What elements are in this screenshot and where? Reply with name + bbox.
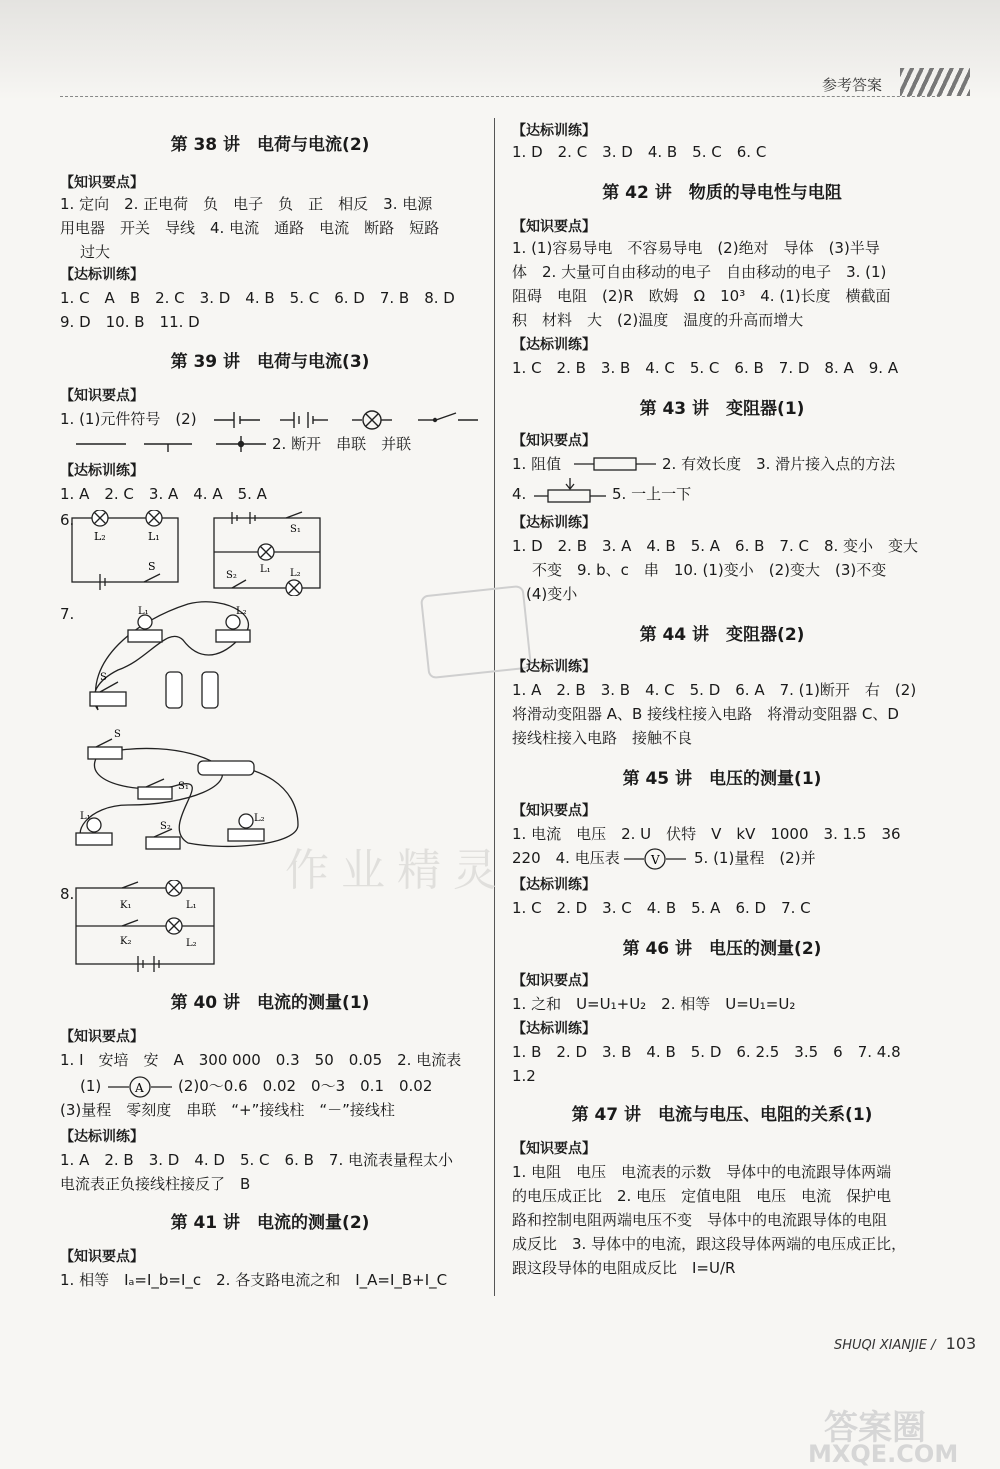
l39-knowledge-line-1: 1. (1)元件符号 (2) [60, 410, 197, 428]
q7-wiring-figure-2 [68, 725, 308, 855]
l43-knowledge-line-1a: 1. 阻值 [512, 455, 562, 473]
q6-circuit-2 [212, 510, 324, 596]
l42-practice-line-1: 1. C 2. B 3. B 4. C 5. C 6. B 7. D 8. A 9. A [512, 359, 899, 377]
l40-knowledge-line-2b: (2)0～0.6 0.02 0～3 0.1 0.02 [178, 1077, 433, 1095]
voltmeter-symbol [624, 848, 686, 870]
header-stripes [900, 68, 970, 96]
l46-practice-line-1: 1. B 2. D 3. B 4. B 5. D 6. 2.5 3.5 6 7. 4.8 [512, 1043, 901, 1061]
l43-knowledge-line-2b: 5. 一上一下 [612, 485, 692, 503]
l40-practice-line-2: 电流表正负接线柱接反了 B [60, 1175, 251, 1193]
q6-label-l2b: L₂ [290, 568, 301, 579]
q6-label-s: S [148, 560, 156, 573]
l43-knowledge-line-1b: 2. 有效长度 3. 滑片接入点的方法 [662, 455, 896, 473]
l47-knowledge-line-2: 的电压成正比 2. 电压 定值电阻 电压 电流 保护电 [512, 1187, 892, 1205]
lecture-47-title: 第 47 讲 电流与电压、电阻的关系(1) [571, 1105, 873, 1125]
watermark-logo: 答案圈 [824, 1408, 926, 1448]
l47-knowledge-line-1: 1. 电阻 电压 电流表的示数 导体中的电流跟导体两端 [512, 1163, 892, 1181]
lecture-46-title: 第 46 讲 电压的测量(2) [622, 939, 822, 959]
lecture-43-title: 第 43 讲 变阻器(1) [639, 399, 805, 419]
lecture-40-title: 第 40 讲 电流的测量(1) [170, 993, 370, 1013]
header-title: 参考答案 [822, 76, 883, 94]
l40-knowledge-line-3: (3)量程 零刻度 串联 “+”接线柱 “－”接线柱 [60, 1101, 395, 1119]
voltmeter-letter: V [651, 853, 660, 867]
column-divider [494, 118, 495, 1296]
ammeter-symbol [108, 1076, 172, 1098]
resistor-symbol [574, 455, 656, 473]
q7-label-l2: L₂ [236, 606, 247, 617]
l41-practice-line-1: 1. D 2. C 3. D 4. B 5. C 6. C [512, 143, 767, 161]
l45-knowledge-line-2b: 5. (1)量程 (2)并 [694, 849, 816, 867]
q7b-label-l2: L₂ [254, 813, 265, 824]
l40-practice-tag: 【达标训练】 [60, 1129, 144, 1145]
l42-knowledge-line-2: 体 2. 大量可自由移动的电子 自由移动的电子 3. (1) [512, 263, 887, 281]
l38-knowledge-line-2: 用电器 开关 导线 4. 电流 通路 电流 断路 短路 [60, 219, 440, 237]
l46-practice-line-2: 1.2 [512, 1067, 536, 1085]
q6-circuit-1 [70, 510, 182, 590]
lecture-38-title: 第 38 讲 电荷与电流(2) [170, 135, 370, 155]
circuit-symbols-row-1 [212, 408, 482, 432]
l43-knowledge-line-2a: 4. [512, 485, 527, 503]
page-number: 103 [945, 1334, 977, 1353]
q6-label-l1: L₁ [148, 530, 160, 543]
q6-label-s2: S₂ [226, 570, 237, 581]
q8-label-k2: K₂ [120, 936, 132, 947]
q8-circuit [74, 880, 224, 972]
l40-knowledge-line-2a: (1) [80, 1077, 102, 1095]
l39-practice-tag: 【达标训练】 [60, 463, 144, 479]
q6-label-l2: L₂ [94, 530, 106, 543]
l47-knowledge-line-5: 跟这段导体的电阻成反比 I=U/R [512, 1259, 736, 1277]
lecture-44-title: 第 44 讲 变阻器(2) [639, 625, 805, 645]
l45-knowledge-line-2a: 220 4. 电压表 [512, 849, 620, 867]
q7-label-l1: L₁ [138, 606, 149, 617]
watermark-site: MXQE.COM [808, 1440, 959, 1468]
l47-knowledge-line-4: 成反比 3. 导体中的电流，跟这段导体两端的电压成正比， [512, 1235, 907, 1253]
l41-knowledge-tag: 【知识要点】 [60, 1249, 144, 1265]
footer-label: SHUQI XIANJIE [834, 1338, 927, 1353]
q6-label-l1b: L₁ [260, 564, 271, 575]
page-footer: SHUQI XIANJIE / 103 [834, 1334, 977, 1353]
l40-practice-line-1: 1. A 2. B 3. D 4. D 5. C 6. B 7. 电流表量程太小 [60, 1151, 453, 1169]
l41-knowledge-line-1: 1. 相等 Iₐ=I_b=I_c 2. 各支路电流之和 I_A=I_B+I_C [60, 1271, 448, 1289]
l44-practice-line-1: 1. A 2. B 3. B 4. C 5. D 6. A 7. (1)断开 右 (2) [512, 681, 917, 699]
l45-practice-line-1: 1. C 2. D 3. C 4. B 5. A 6. D 7. C [512, 899, 811, 917]
l42-knowledge-line-3: 阻碍 电阻 (2)R 欧姆 Ω 10³ 4. (1)长度 横截面 [512, 287, 891, 305]
q7b-label-l1: L₁ [80, 811, 91, 822]
l44-practice-line-3: 接线柱接入电路 接触不良 [512, 729, 693, 747]
l44-practice-tag: 【达标训练】 [512, 659, 596, 675]
l38-practice-line-2: 9. D 10. B 11. D [60, 313, 200, 331]
circuit-symbols-row-2 [76, 432, 276, 456]
q6-label-s1: S₁ [290, 524, 301, 535]
q7b-label-s: S [114, 729, 121, 740]
l39-knowledge-tag: 【知识要点】 [60, 388, 144, 404]
l38-knowledge-line-1: 1. 定向 2. 正电荷 负 电子 负 正 相反 3. 电源 [60, 195, 433, 213]
watermark-text: 作业精灵 [285, 845, 509, 896]
l43-knowledge-tag: 【知识要点】 [512, 433, 596, 449]
l38-knowledge-tag: 【知识要点】 [60, 175, 144, 191]
l45-knowledge-line-1: 1. 电流 电压 2. U 伏特 V kV 1000 3. 1.5 36 [512, 825, 901, 843]
q7-label: 7. [60, 605, 75, 623]
q6-label: 6. [60, 511, 75, 529]
lecture-45-title: 第 45 讲 电压的测量(1) [622, 769, 822, 789]
l39-practice-line-1: 1. A 2. C 3. A 4. A 5. A [60, 485, 267, 503]
l42-knowledge-line-4: 积 材料 大 (2)温度 温度的升高而增大 [512, 311, 804, 329]
l46-knowledge-tag: 【知识要点】 [512, 973, 596, 989]
l43-practice-line-2: 不变 9. b、c 串 10. (1)变小 (2)变大 (3)不变 [532, 561, 887, 579]
header-rule [60, 96, 940, 97]
l45-practice-tag: 【达标训练】 [512, 877, 596, 893]
q8-label-k1: K₁ [120, 900, 132, 911]
lecture-39-title: 第 39 讲 电荷与电流(3) [170, 352, 370, 372]
l40-knowledge-line-1: 1. I 安培 安 A 300 000 0.3 50 0.05 2. 电流表 [60, 1051, 462, 1069]
q8-label-l2: L₂ [186, 938, 197, 949]
l45-knowledge-tag: 【知识要点】 [512, 803, 596, 819]
l42-knowledge-tag: 【知识要点】 [512, 219, 596, 235]
l38-practice-tag: 【达标训练】 [60, 267, 144, 283]
q8-label: 8. [60, 885, 75, 903]
l42-knowledge-line-1: 1. (1)容易导电 不容易导电 (2)绝对 导体 (3)半导 [512, 239, 880, 257]
l38-knowledge-line-3: 过大 [80, 243, 111, 261]
q7-wiring-figure-1 [78, 600, 268, 720]
l41-practice-tag: 【达标训练】 [512, 123, 596, 139]
l39-knowledge-line-2: 2. 断开 串联 并联 [272, 435, 412, 453]
l46-knowledge-line-1: 1. 之和 U=U₁+U₂ 2. 相等 U=U₁=U₂ [512, 995, 796, 1013]
l47-knowledge-tag: 【知识要点】 [512, 1141, 596, 1157]
l46-practice-tag: 【达标训练】 [512, 1021, 596, 1037]
q7b-label-s2: S₂ [160, 821, 171, 832]
lecture-41-title: 第 41 讲 电流的测量(2) [170, 1213, 370, 1233]
l43-practice-tag: 【达标训练】 [512, 515, 596, 531]
q8-label-l1: L₁ [186, 900, 197, 911]
l38-practice-line-1: 1. C A B 2. C 3. D 4. B 5. C 6. D 7. B 8. D [60, 289, 455, 307]
q7b-label-s1: S₁ [178, 781, 189, 792]
l43-practice-line-1: 1. D 2. B 3. A 4. B 5. A 6. B 7. C 8. 变小 变大 [512, 537, 919, 555]
rheostat-symbol [534, 476, 606, 506]
l42-practice-tag: 【达标训练】 [512, 337, 596, 353]
l40-knowledge-tag: 【知识要点】 [60, 1029, 144, 1045]
q7-label-s: S [100, 672, 107, 683]
ammeter-letter: A [135, 1081, 144, 1095]
l44-practice-line-2: 将滑动变阻器 A、B 接线柱接入电路 将滑动变阻器 C、D [512, 705, 899, 723]
l47-knowledge-line-3: 路和控制电阻两端电压不变 导体中的电流跟导体的电阻 [512, 1211, 888, 1229]
l43-practice-line-3: (4)变小 [526, 585, 578, 603]
lecture-42-title: 第 42 讲 物质的导电性与电阻 [602, 183, 842, 203]
